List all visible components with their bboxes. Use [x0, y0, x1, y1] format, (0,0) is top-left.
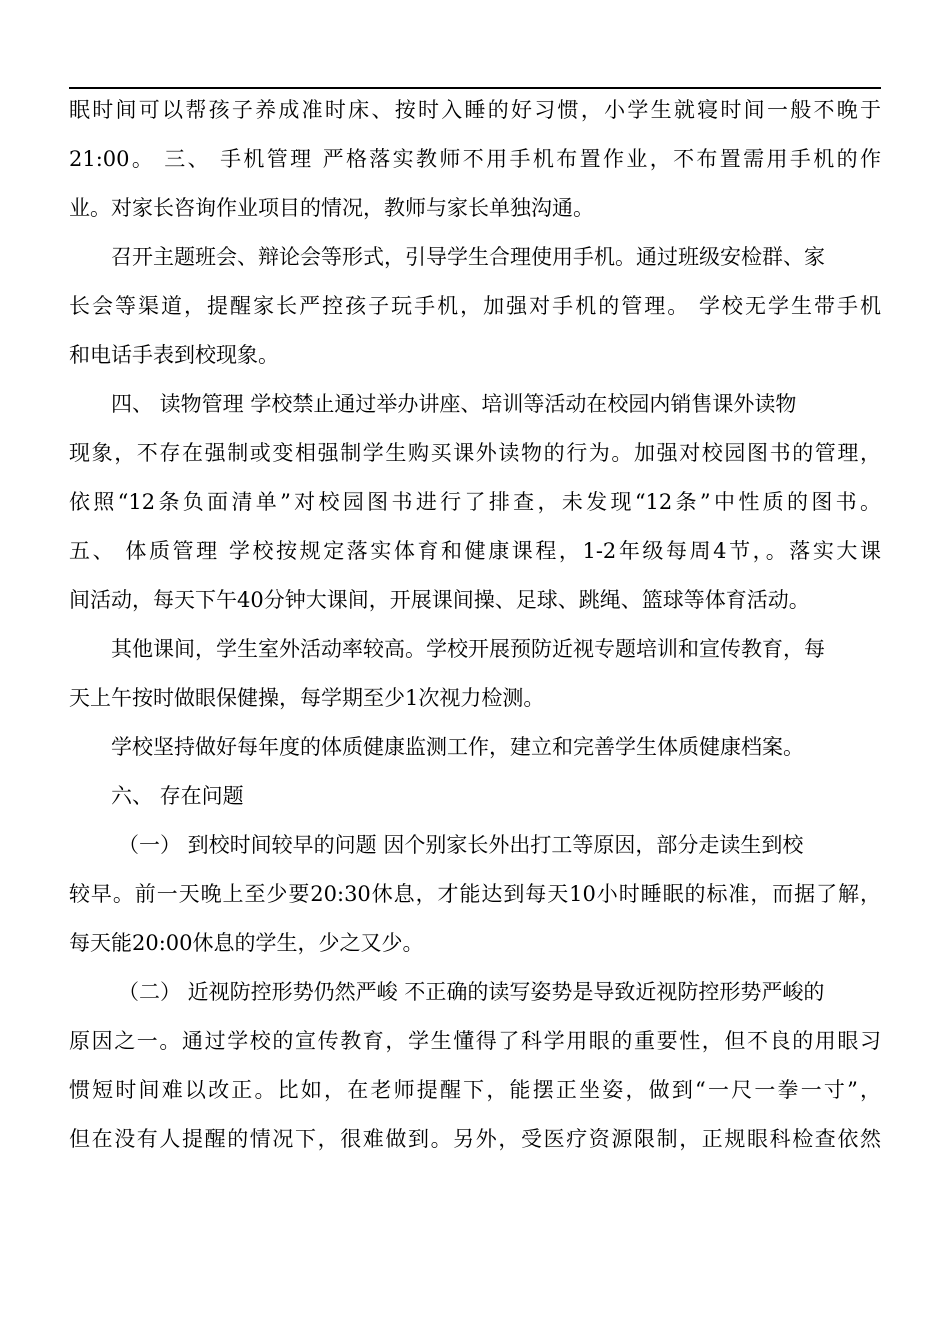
- text-line-8: 现象，不存在强制或变相强制学生购买课外读物的行为。加强对校园图书的管理，: [69, 441, 881, 465]
- text-line-10: 五、 体质管理 学校按规定落实体育和健康课程，1-2年级每周4节，。落实大课: [69, 539, 881, 563]
- text-line-13: 天上午按时做眼保健操，每学期至少1次视力检测。: [69, 686, 545, 710]
- text-line-1: 眠时间可以帮孩子养成准时床、按时入睡的好习惯，小学生就寝时间一般不晚于: [69, 98, 881, 122]
- text-line-12: 其他课间，学生室外活动率较高。学校开展预防近视专题培训和宣传教育，每: [111, 637, 825, 661]
- text-line-14: 学校坚持做好每年度的体质健康监测工作，建立和完善学生体质健康档案。: [111, 735, 804, 759]
- text-line-5: 长会等渠道，提醒家长严控孩子玩手机，加强对手机的管理。 学校无学生带手机: [69, 294, 881, 318]
- text-line-4: 召开主题班会、辩论会等形式，引导学生合理使用手机。通过班级安检群、家: [111, 245, 825, 269]
- text-line-7: 四、 读物管理 学校禁止通过举办讲座、培训等活动在校园内销售课外读物: [111, 392, 797, 416]
- text-line-16: （一） 到校时间较早的问题 因个别家长外出打工等原因，部分走读生到校: [118, 833, 804, 857]
- text-line-19: （二） 近视防控形势仍然严峻 不正确的读写姿势是导致近视防控形势严峻的: [118, 980, 825, 1004]
- header-rule: [69, 87, 881, 89]
- text-line-9: 依照“12条负面清单”对校园图书进行了排查，未发现“12条”中性质的图书。: [69, 490, 881, 514]
- document-body: [69, 92, 881, 1170]
- text-line-2: 21:00。 三、 手机管理 严格落实教师不用手机布置作业，不布置需用手机的作: [69, 147, 881, 171]
- text-line-20: 原因之一。通过学校的宣传教育，学生懂得了科学用眼的重要性，但不良的用眼习: [69, 1029, 881, 1053]
- text-line-15: 六、 存在问题: [111, 784, 244, 808]
- text-line-3: 业。对家长咨询作业项目的情况，教师与家长单独沟通。: [69, 196, 594, 220]
- text-line-17: 较早。前一天晚上至少要20:30休息，才能达到每天10小时睡眠的标准，而据了解，: [69, 882, 881, 906]
- text-line-22: 但在没有人提醒的情况下，很难做到。另外，受医疗资源限制，正规眼科检查依然: [69, 1127, 881, 1151]
- text-line-11: 间活动，每天下午40分钟大课间，开展课间操、足球、跳绳、篮球等体育活动。: [69, 588, 810, 612]
- text-line-18: 每天能20:00休息的学生，少之又少。: [69, 931, 424, 955]
- text-line-21: 惯短时间难以改正。比如，在老师提醒下，能摆正坐姿，做到“一尺一拳一寸”，: [69, 1078, 881, 1102]
- text-line-6: 和电话手表到校现象。: [69, 343, 279, 367]
